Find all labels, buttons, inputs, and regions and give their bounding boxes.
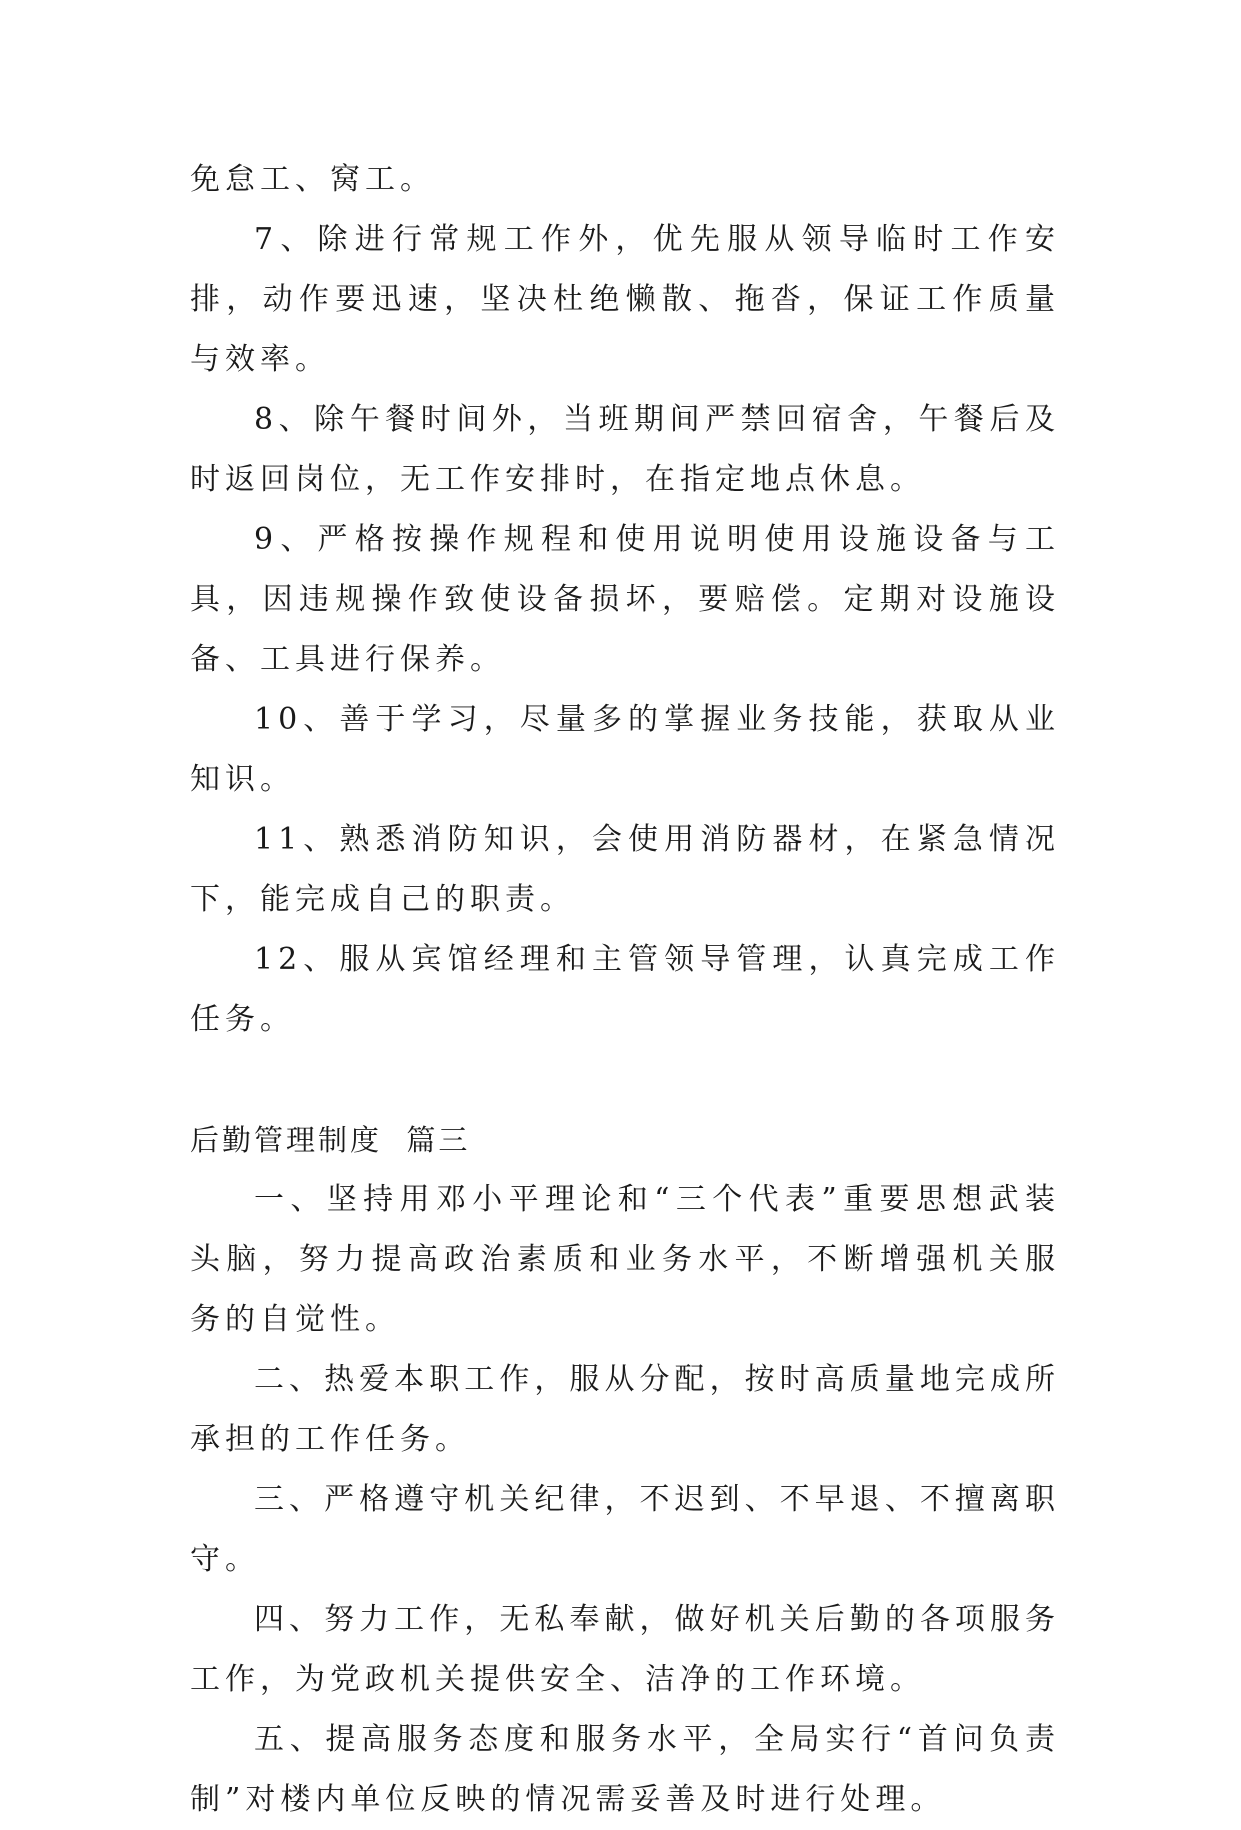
continuation-paragraph: 免怠工、窝工。 bbox=[190, 162, 435, 197]
rule-item-10: 10、善于学习，尽量多的掌握业务技能，获取从业知识。 bbox=[190, 702, 1060, 797]
section-heading: 后勤管理制度 篇三 bbox=[190, 1123, 471, 1157]
rule-item-12: 12、服从宾馆经理和主管领导管理，认真完成工作任务。 bbox=[190, 942, 1060, 1037]
rule-item-11: 11、熟悉消防知识，会使用消防器材，在紧急情况下，能完成自己的职责。 bbox=[190, 822, 1060, 917]
rule-item-7: 7、除进行常规工作外，优先服从领导临时工作安排，动作要迅速，坚决杜绝懒散、拖沓，保证工作质量与效率。 bbox=[190, 222, 1060, 377]
rule-item-four: 四、努力工作，无私奉献，做好机关后勤的各项服务工作，为党政机关提供安全、洁净的工作环境。 bbox=[190, 1602, 1060, 1697]
section-gap bbox=[190, 1050, 1060, 1110]
rule-item-two: 二、热爱本职工作，服从分配，按时高质量地完成所承担的工作任务。 bbox=[190, 1362, 1060, 1457]
rule-item-8: 8、除午餐时间外，当班期间严禁回宿舍，午餐后及时返回岗位，无工作安排时，在指定地点休息。 bbox=[190, 402, 1060, 497]
document-body bbox=[190, 150, 1060, 1830]
rule-item-9: 9、严格按操作规程和使用说明使用设施设备与工具，因违规操作致使设备损坏，要赔偿。定期对设施设备、工具进行保养。 bbox=[190, 522, 1060, 677]
rule-item-five: 五、提高服务态度和服务水平，全局实行“首问负责制”对楼内单位反映的情况需妥善及时进行处理。 bbox=[190, 1722, 1060, 1817]
rule-item-one: 一、坚持用邓小平理论和“三个代表”重要思想武装头脑，努力提高政治素质和业务水平，不断增强机关服务的自觉性。 bbox=[190, 1182, 1060, 1337]
rule-item-three: 三、严格遵守机关纪律，不迟到、不早退、不擅离职守。 bbox=[190, 1482, 1060, 1577]
